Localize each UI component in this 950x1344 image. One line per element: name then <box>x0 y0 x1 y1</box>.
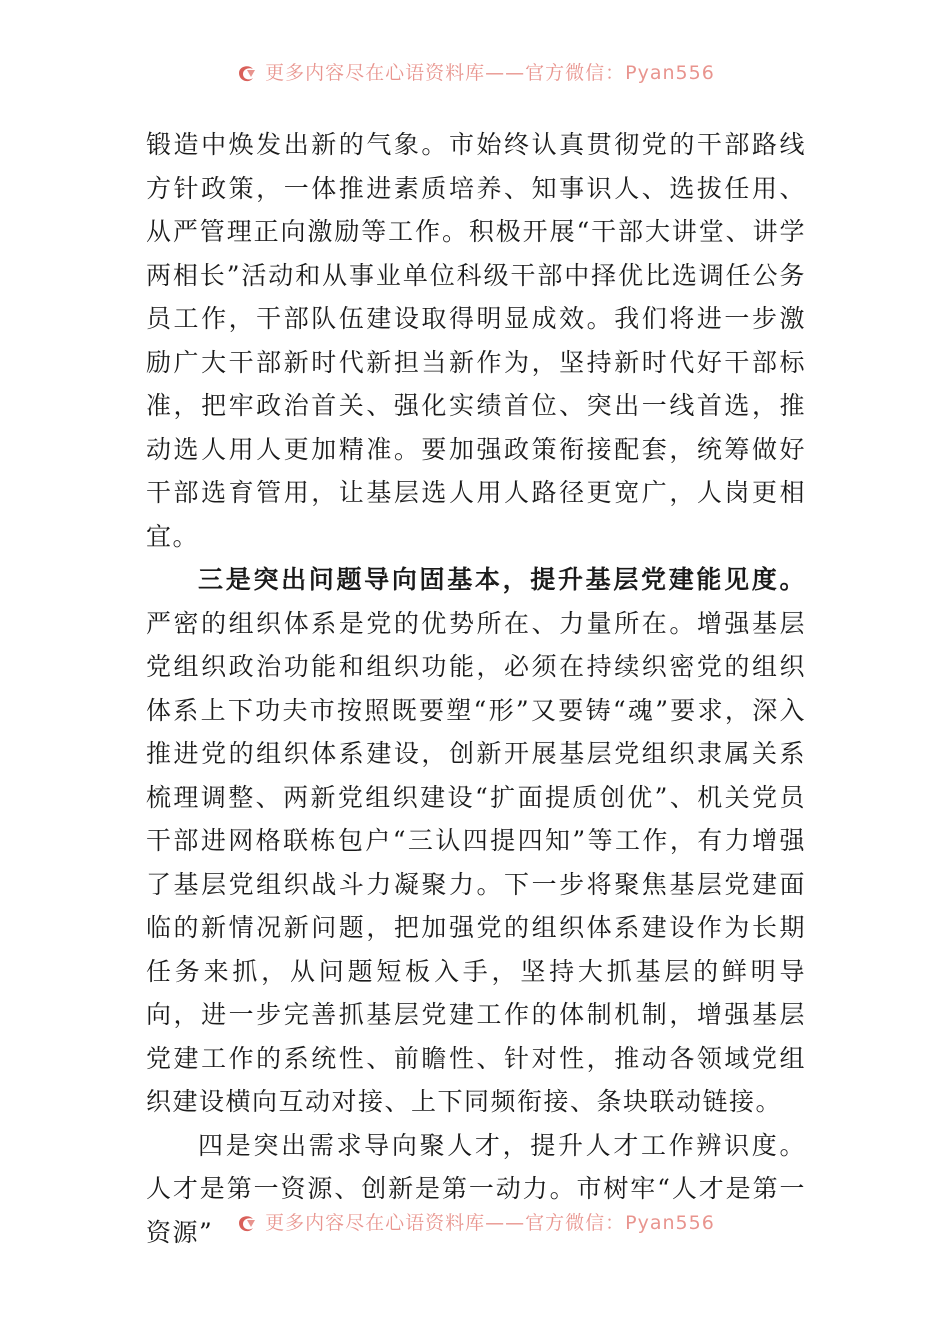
watermark-text: 更多内容尽在心语资料库——官方微信：Pyan556 <box>265 62 715 84</box>
header-watermark <box>0 58 950 88</box>
watermark-text: 更多内容尽在心语资料库——官方微信：Pyan556 <box>265 1212 715 1234</box>
paragraph-3-text: 四是突出需求导向聚人才，提升人才工作辨识度。人才是第一资源、创新是第一动力。市树牢“人才是第一资源” <box>146 1130 806 1247</box>
paragraph-2-lead: 三是突出问题导向固基本，提升基层党建能见度。 <box>198 565 806 594</box>
logo-icon <box>235 61 259 85</box>
paragraph-2 <box>146 558 806 1124</box>
document-body <box>146 123 806 1254</box>
logo-icon <box>235 1211 259 1235</box>
paragraph-2-text: 严密的组织体系是党的优势所在、力量所在。增强基层党组织政治功能和组织功能，必须在持续织密党的组织体系上下功夫市按照既要塑“形”又要铸“魂”要求，深入推进党的组织体系建设，创新开展基层党组织隶属关系梳理调整、两新党组织建设“扩面提质创优”、机关党员干部进网格联栋包户“三认四提四知”等工作，有力增强了基层党组织战斗力凝聚力。下一步将聚焦基层党建面临的新情况新问题，把加强党的组织体系建设作为长期任务来抓，从问题短板入手，坚持大抓基层的鲜明导向，进一步完善抓基层党建工作的体制机制，增强基层党建工作的系统性、前瞻性、针对性，推动各领域党组织建设横向互动对接、上下同频衔接、条块联动链接。 <box>146 608 806 1116</box>
paragraph-1-text: 锻造中焕发出新的气象。市始终认真贯彻党的干部路线方针政策，一体推进素质培养、知事识人、选拔任用、从严管理正向激励等工作。积极开展“干部大讲堂、讲学两相长”活动和从事业单位科级干部中择优比选调任公务员工作，干部队伍建设取得明显成效。我们将进一步激励广大干部新时代新担当新作为，坚持新时代好干部标准，把牢政治首关、强化实绩首位、突出一线首选，推动选人用人更加精准。要加强政策衔接配套，统筹做好干部选育管用，让基层选人用人路径更宽广，人岗更相宜。 <box>146 130 806 551</box>
footer-watermark <box>0 1208 950 1238</box>
paragraph-1 <box>146 123 806 558</box>
